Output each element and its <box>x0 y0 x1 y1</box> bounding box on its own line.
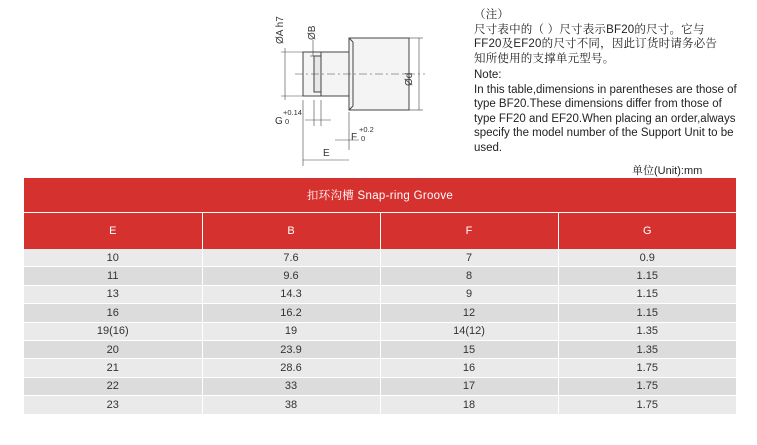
cell-E: 16 <box>24 304 202 322</box>
cell-F: 9 <box>380 285 558 303</box>
column-header-G: G <box>558 213 736 250</box>
table-row <box>24 359 736 377</box>
cell-E: 11 <box>24 267 202 285</box>
table-row <box>24 396 736 414</box>
cell-F: 16 <box>380 359 558 377</box>
table-title: 扣环沟槽 Snap-ring Groove <box>24 178 736 213</box>
cell-F: 7 <box>380 249 558 267</box>
dim-label-A: ØA h7 <box>275 16 286 44</box>
cell-E: 21 <box>24 359 202 377</box>
cell-E: 22 <box>24 377 202 395</box>
cell-G: 1.75 <box>558 359 736 377</box>
cell-B: 9.6 <box>202 267 380 285</box>
note-en-line3: type FF20 and EF20.When placing an order,always <box>474 112 736 125</box>
cell-E: 13 <box>24 285 202 303</box>
note-zh-line2: 尺寸表中的（ ）尺寸表示BF20的尺寸。它与 <box>474 23 705 36</box>
cell-F: 15 <box>380 340 558 358</box>
cell-F: 8 <box>380 267 558 285</box>
unit-label: 单位(Unit):mm <box>632 165 703 177</box>
table-row <box>24 340 736 358</box>
cell-G: 1.15 <box>558 285 736 303</box>
cell-F: 12 <box>380 304 558 322</box>
dim-label-d: Ød <box>404 72 415 86</box>
cell-F: 14(12) <box>380 322 558 340</box>
cell-B: 38 <box>202 396 380 414</box>
snap-ring-groove-table <box>24 178 736 415</box>
column-header-B: B <box>202 213 380 250</box>
table-row <box>24 267 736 285</box>
cell-B: 33 <box>202 377 380 395</box>
notes <box>474 8 754 155</box>
table-row <box>24 285 736 303</box>
dim-label-E: E <box>323 148 330 159</box>
cell-E: 10 <box>24 249 202 267</box>
dim-label-B: ØB <box>307 25 318 40</box>
cell-G: 1.15 <box>558 267 736 285</box>
cell-G: 1.15 <box>558 304 736 322</box>
column-header-E: E <box>24 213 202 250</box>
column-header-F: F <box>380 213 558 250</box>
dim-label-G-upper: +0.14 <box>283 108 302 117</box>
note-en-line4: specify the model number of the Support Unit to be <box>474 127 734 139</box>
note-en-heading: Note: <box>474 69 502 81</box>
note-zh-line3: FF20及EF20的尺寸不同，因此订货时请务必告 <box>474 38 718 50</box>
cell-B: 14.3 <box>202 285 380 303</box>
table-row <box>24 304 736 322</box>
table-row <box>24 322 736 340</box>
cell-B: 23.9 <box>202 340 380 358</box>
cell-E: 20 <box>24 340 202 358</box>
cell-B: 7.6 <box>202 249 380 267</box>
cell-G: 1.35 <box>558 322 736 340</box>
note-zh-line1: （注） <box>474 9 510 21</box>
dim-label-F-lower: 0 <box>361 134 366 143</box>
note-en-line2: type BF20.These dimensions differ from those of <box>474 98 722 110</box>
cell-F: 17 <box>380 377 558 395</box>
cell-F: 18 <box>380 396 558 414</box>
snap-ring-groove-drawing <box>255 0 435 172</box>
note-en-line1: In this table,dimensions in parentheses are those of <box>474 83 737 96</box>
cell-B: 28.6 <box>202 359 380 377</box>
cell-G: 1.75 <box>558 396 736 414</box>
dim-label-G-lower: 0 <box>285 117 290 126</box>
cell-B: 19 <box>202 322 380 340</box>
note-zh-line4: 知所使用的支撑单元型号。 <box>474 52 615 65</box>
table-row <box>24 377 736 395</box>
cell-G: 1.35 <box>558 340 736 358</box>
cell-B: 16.2 <box>202 304 380 322</box>
dim-label-F: F <box>351 132 358 143</box>
cell-G: 1.75 <box>558 377 736 395</box>
dim-label-F-upper: +0.2 <box>359 125 374 134</box>
dim-label-G: G <box>275 116 283 127</box>
note-en-line5: used. <box>474 141 503 154</box>
cell-G: 0.9 <box>558 249 736 267</box>
cell-E: 23 <box>24 396 202 414</box>
cell-E: 19(16) <box>24 322 202 340</box>
table-row <box>24 249 736 267</box>
